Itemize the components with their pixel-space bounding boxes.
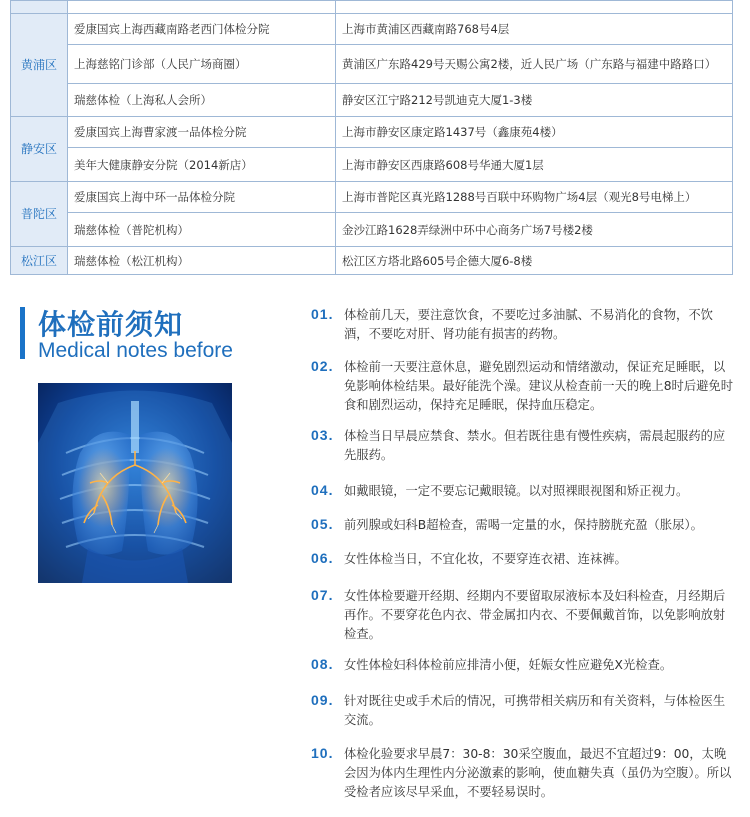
note-number: 08. <box>311 656 334 672</box>
note-text: 体检前一天要注意休息，避免剧烈运动和情绪激动，保证充足睡眠，以免影响体检结果。最好能洗个澡。建议从检查前一天的晚上8时后避免时食和剧烈运动，保持充足睡眠，保持血压稳定。 <box>344 360 734 412</box>
table-row <box>11 182 733 213</box>
note-number: 09. <box>311 692 334 708</box>
clinic-name: 瑞慈体检（上海私人会所） <box>68 84 336 117</box>
table-row <box>11 213 733 247</box>
district-cell: 松江区 <box>11 247 68 275</box>
note-text: 如戴眼镜，一定不要忘记戴眼镜。以对照裸眼视图和矫正视力。 <box>344 484 689 498</box>
table-row <box>11 84 733 117</box>
district-cell: 黄浦区 <box>11 14 68 117</box>
clinic-name: 美年大健康静安分院（2014新店） <box>68 148 336 182</box>
note-text: 针对既往史或手术后的情况，可携带相关病历和有关资料，与体检医生交流。 <box>344 694 726 727</box>
table-row <box>11 45 733 84</box>
note-text: 女性体检当日，不宜化妆，不要穿连衣裙、连袜裤。 <box>344 552 627 566</box>
lungs-svg <box>38 383 232 583</box>
district-cell: 普陀区 <box>11 182 68 247</box>
heading-accent-bar <box>20 307 25 359</box>
lungs-xray-illustration-icon <box>38 383 232 583</box>
table-row <box>11 117 733 148</box>
clinic-address: 上海市静安区西康路608号华通大厦1层 <box>336 148 733 182</box>
note-text: 前列腺或妇科B超检查，需喝一定量的水，保持膀胱充盈（胀尿）。 <box>344 518 703 532</box>
note-number: 10. <box>311 745 334 761</box>
table-row <box>11 14 733 45</box>
clinic-name <box>68 1 336 14</box>
clinic-address: 上海市普陀区真光路1288号百联中环购物广场4层（观光8号电梯上） <box>336 182 733 213</box>
note-text: 体检化验要求早晨7：30-8：30采空腹血，最迟不宜超过9：00，太晚会因为体内生理性内分泌激素的影响，使血糖失真（虽仍为空腹）。所以受检者应该尽早采血，不要轻易误时。 <box>344 747 732 799</box>
note-text: 女性体检妇科体检前应排清小便，妊娠女性应避免X光检查。 <box>344 658 673 672</box>
note-number: 02. <box>311 358 334 374</box>
district-cell <box>11 1 68 14</box>
clinic-name: 瑞慈体检（普陀机构） <box>68 213 336 247</box>
clinic-name: 爱康国宾上海曹家渡一品体检分院 <box>68 117 336 148</box>
notes-title-cn: 体检前须知 <box>38 308 184 341</box>
notes-title-en: Medical notes before <box>38 339 233 362</box>
table-row <box>11 247 733 275</box>
clinic-address <box>336 1 733 14</box>
clinic-address: 松江区方塔北路605号企德大厦6-8楼 <box>336 247 733 275</box>
note-number: 04. <box>311 482 334 498</box>
note-text: 女性体检要避开经期、经期内不要留取尿液标本及妇科检查，月经期后再作。不要穿花色内衣、带金属扣内衣、不要佩戴首饰，以免影响放射检查。 <box>344 589 726 641</box>
note-text: 体检当日早晨应禁食、禁水。但若既往患有慢性疾病，需晨起服药的应先服药。 <box>344 429 726 462</box>
clinic-name: 爱康国宾上海中环一品体检分院 <box>68 182 336 213</box>
district-cell: 静安区 <box>11 117 68 182</box>
note-number: 07. <box>311 587 334 603</box>
clinic-name: 瑞慈体检（松江机构） <box>68 247 336 275</box>
clinic-address: 上海市静安区康定路1437号（鑫康苑4楼） <box>336 117 733 148</box>
note-number: 05. <box>311 516 334 532</box>
table-row <box>11 1 733 14</box>
clinic-address: 金沙江路1628弄绿洲中环中心商务广场7号楼2楼 <box>336 213 733 247</box>
note-number: 06. <box>311 550 334 566</box>
table-row <box>11 148 733 182</box>
clinic-name: 上海慈铭门诊部（人民广场商圈） <box>68 45 336 84</box>
note-text: 体检前几天，要注意饮食，不要吃过多油腻、不易消化的食物，不饮酒，不要吃对肝、肾功能有损害的药物。 <box>344 308 713 341</box>
note-number: 01. <box>311 306 334 322</box>
clinic-address: 上海市黄浦区西藏南路768号4层 <box>336 14 733 45</box>
clinic-table <box>10 0 733 275</box>
note-number: 03. <box>311 427 334 443</box>
clinic-address: 静安区江宁路212号凯迪克大厦1-3楼 <box>336 84 733 117</box>
clinic-address: 黄浦区广东路429号天赐公寓2楼，近人民广场（广东路与福建中路路口） <box>336 45 733 84</box>
clinic-name: 爱康国宾上海西藏南路老西门体检分院 <box>68 14 336 45</box>
